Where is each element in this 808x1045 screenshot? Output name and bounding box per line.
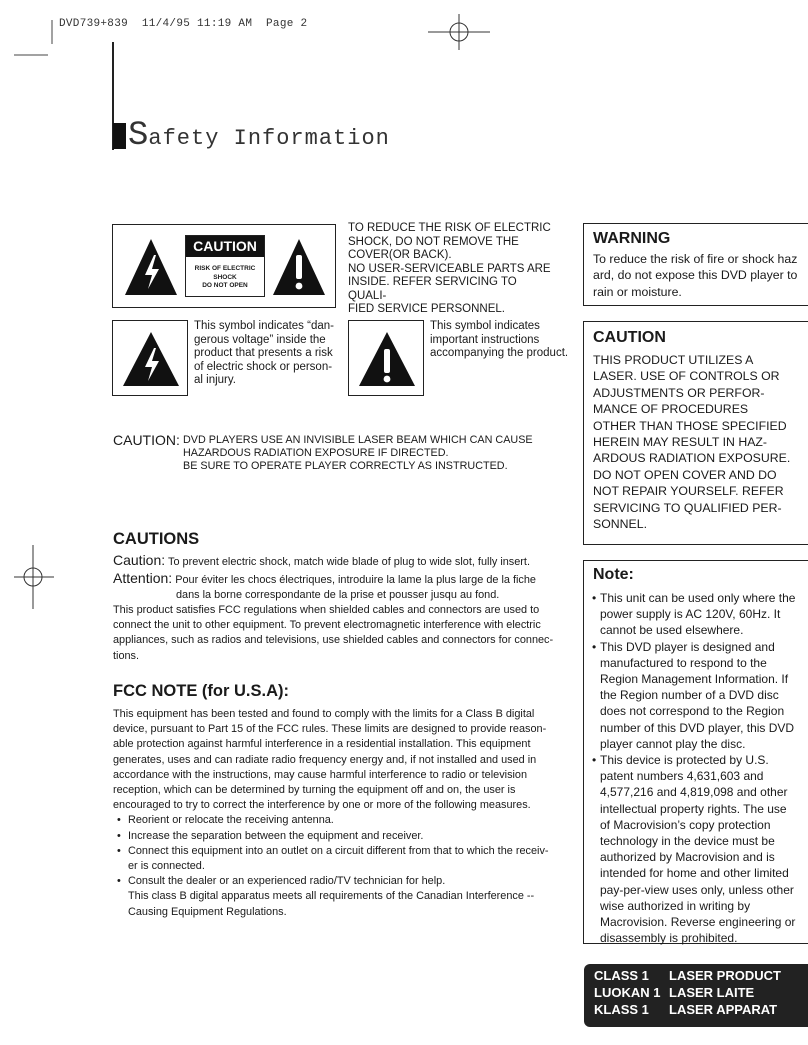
- laser-class-row: LUOKAN 1 LASER LAITE: [594, 985, 755, 1001]
- fcc-bullet: • Reorient or relocate the receiving antenna.: [115, 813, 578, 828]
- exclamation-symbol-text: This symbol indicates important instructions accompanying the product.: [430, 320, 569, 360]
- laser-class-row: CLASS 1 LASER PRODUCT: [594, 968, 781, 983]
- laser-caution-text: DVD PLAYERS USE AN INVISIBLE LASER BEAM WHICH CAN CAUSE HAZARDOUS RADIATION EXPOSURE IF DIRECTED. BE SURE TO OPERATE PLAYER CORRECTLY AS INSTRUCTED.: [183, 434, 533, 473]
- caution-box: CAUTION THIS PRODUCT UTILIZES A LASER. USE OF CONTROLS OR ADJUSTMENTS OR PERFOR- MANCE OF PROCEDURES OTHER THAN THOSE SPECIFIED HEREIN MAY RESULT IN HAZ- ARDOUS RADIATION EXPOSURE. DO NOT OPEN COVER AND DO NOT REPAIR YOURSELF. REFER SERVICING TO QUALIFIED PER- SONNEL.: [583, 321, 808, 545]
- caution-box-heading: CAUTION: [593, 329, 666, 346]
- fcc-bullet: • Connect this equipment into an outlet on a circuit different from that to which the receiv- er is connected.: [115, 844, 578, 874]
- attention-prefix: Attention:: [113, 569, 173, 586]
- print-header: DVD739+839 11/4/95 11:19 AM Page 2: [59, 18, 308, 30]
- laser-caution-label: CAUTION:: [113, 432, 180, 448]
- warning-heading: WARNING: [593, 230, 671, 247]
- laser-class-row: KLASS 1 LASER APPARAT: [594, 1002, 778, 1018]
- fcc-note-body: This equipment has been tested and found to comply with the limits for a Class B digital device, pursuant to Part 15 of the FCC rules. These limits are designed to provide reason- able protection against harmful interference in a residential installation. This equipment generates, uses and can radiate radio frequency energy and, if not installed and used in accordance with the instructions, may cause harmful interference to radio or television reception, which can be determined by turning the equipment off and on, the user is encouraged to try to correct the interference by one or more of the following measures. • Reorient or relocate the receiving antenna. • Increase the separation between the equipment and receiver. • Connect this equipment into an outlet on a circuit different from that to which the receiv- er is connected. • Consult the dealer or an experienced radio/TV technician for help. This class B digital apparatus meets all requirements of the Canadian Interference -- Causing Equipment Regulations.: [113, 707, 578, 920]
- registration-mark-top-icon: [428, 14, 490, 50]
- note-item: • This unit can be used only where the power supply is AC 120V, 60Hz. It cannot be used elsewhere.: [584, 590, 808, 639]
- note-heading: Note:: [593, 566, 634, 583]
- cautions-body: Caution: To prevent electric shock, match wide blade of plug to wide slot, fully insert. Attention: Pour éviter les chocs électriques, introduire la lame la plus large de la fiche dans la borne correspondante de la prise et pousser jusqu au fond. This product satisfies FCC regulations when shielded cables and connectors are used to connect the unit to other equipment. To prevent electromagnetic interference with electric appliances, such as radios and televisions, use shielded cables and connectors for connec- tions.: [113, 552, 554, 662]
- exclamation-triangle-icon: [357, 329, 417, 389]
- note-item: • This DVD player is designed and manufactured to respond to the Region Management Information. If the Region number of a DVD disc does not correspond to the Region number of this DVD player, this DVD player cannot play the disc.: [584, 639, 808, 752]
- fcc-bullet: • Consult the dealer or an experienced radio/TV technician for help.: [115, 874, 578, 889]
- exclamation-triangle-icon: [271, 237, 327, 297]
- voltage-symbol-text: This symbol indicates “dan- gerous voltage” inside the product that presents a risk of electric shock or person- al injury.: [194, 320, 334, 387]
- registration-mark-left-icon: [14, 545, 54, 609]
- caution-label-box: [112, 224, 336, 308]
- exclamation-symbol-box: [348, 320, 424, 396]
- fcc-bullet: • Increase the separation between the equipment and receiver.: [115, 829, 578, 844]
- caution-label-title: CAUTION: [186, 236, 264, 257]
- caution-label-risk: RISK OF ELECTRIC SHOCK DO NOT OPEN: [194, 265, 256, 289]
- voltage-symbol-box: [112, 320, 188, 396]
- note-box: [583, 560, 808, 944]
- lightning-triangle-icon: [123, 237, 179, 297]
- laser-class-label: [584, 964, 808, 1027]
- page-title: Safety Information: [128, 117, 390, 155]
- warning-box: WARNING To reduce the risk of fire or shock haz ard, do not expose this DVD player to rain or moisture.: [583, 223, 808, 306]
- caution-label-inner: [185, 235, 265, 297]
- lightning-triangle-icon: [121, 329, 181, 389]
- reduce-risk-text: TO REDUCE THE RISK OF ELECTRIC SHOCK, DO NOT REMOVE THE COVER(OR BACK). NO USER-SERVICEABLE PARTS ARE INSIDE. REFER SERVICING TO QUALI- FIED SERVICE PERSONNEL.: [348, 222, 551, 315]
- title-bar: [113, 123, 126, 149]
- caution-prefix: Caution:: [113, 552, 166, 568]
- fcc-note-heading: FCC NOTE (for U.S.A):: [113, 682, 289, 700]
- cautions-heading: CAUTIONS: [113, 530, 200, 548]
- note-item: • This device is protected by U.S. patent numbers 4,631,603 and 4,577,216 and 4,819,098 and other intellectual property rights. The use of Macrovision’s copy protection technology in the device must be authorized by Macrovision and is intended for home and other limited pay-per-view uses only, unless other wise authorized in writing by Macrovision. Reverse engineering or disassembly is prohibited.: [584, 752, 808, 946]
